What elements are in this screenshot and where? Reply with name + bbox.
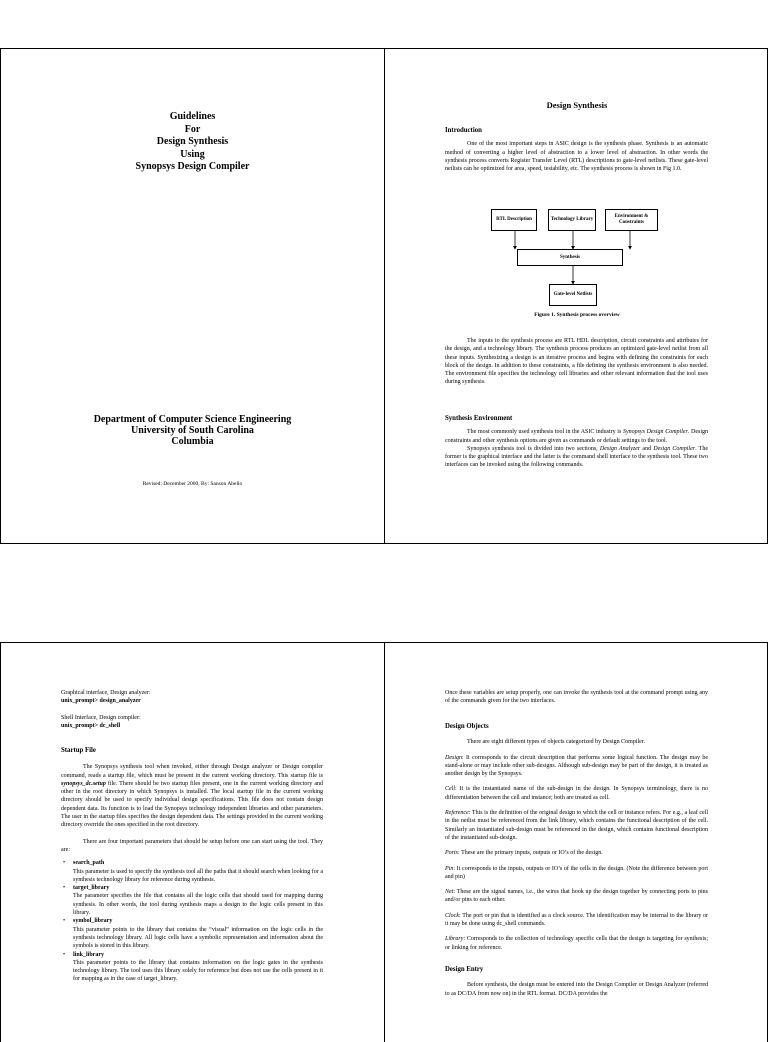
list-item: • target_library The parameter specifies the file that contains all the logic cells that should used for mapping during synthesis. In other words, the tool during synthesis maps a design to the logic cells present in this library.: [63, 885, 323, 917]
parameter-description: This parameter is used to specify the synthesis tool all the paths that it should search when looking for a synthesis technology library for reference during synthesis.: [73, 868, 323, 883]
synthesis-environment-section: [445, 415, 708, 470]
gui-label: Graphical interface, Design analyzer:: [61, 690, 151, 696]
technology-library-box: Technology Library: [548, 209, 596, 231]
synthesis-flow-diagram: [485, 209, 665, 309]
object-definition: [445, 912, 708, 929]
rtl-description-box: RTL Description: [491, 209, 537, 231]
object-definition: [445, 935, 708, 952]
startup-file-section: [61, 747, 323, 984]
parameter-name: symbol_library: [73, 918, 113, 925]
object-definition: [445, 754, 708, 779]
object-description: : It is the instantiated name of the sub-design in the design. In Synopsys terminology, there is no differentiation between the cell and instance; both are treated as cell.: [445, 786, 708, 801]
revision-note: Revised: December 2000, By: Sanson Abello: [142, 481, 243, 487]
object-term: Library: [445, 936, 464, 943]
department-block: [1, 414, 384, 447]
title-line: For: [184, 123, 201, 135]
design-objects-section: [445, 723, 708, 998]
object-term: Net: [445, 889, 454, 896]
parameter-description: This parameter points to the library that contains information on the logic gates in the synthesis technology library. The tool uses this library solely for reference but does not use the cells present in it for mapping as in the case of target_library.: [73, 959, 323, 983]
section-heading: Design Entry: [445, 965, 484, 973]
shell-label: Shell Interface, Design compiler:: [61, 714, 141, 721]
parameter-description: This parameter points to the library that contains the “visual” information on the logic cells in the synthesis technology library. All logic cells have a symbolic representation and information about the symbols is stored in this library.: [73, 926, 323, 950]
environment-paragraph-1: [445, 428, 708, 445]
text-run: and: [640, 445, 654, 452]
shell-command: unix_prompt> dc_shell: [61, 722, 121, 729]
object-definition: [445, 888, 708, 905]
text-run: file. There should be two startup files present, one in the current working directory and other in the root directory in which Synopsys is installed. The local startup file in the current working directory should be used to specify individual design specifications. This file does not contain design dependent data. Its function is to load the Synopsys technology independent libraries and other parameters. The user in the startup files specifies the design dependent data. The settings provided in the current working directory override the ones specified in the root directory.: [61, 780, 323, 829]
design-objects-page: [385, 643, 768, 1042]
object-term: Cell: [445, 786, 455, 793]
object-term: Clock: [445, 912, 459, 919]
introduction-section: [445, 127, 708, 173]
object-definition: [445, 785, 708, 802]
synthesis-box: Synthesis: [517, 249, 623, 266]
object-description: : Corresponds to the collection of technology specific cells that the design is targeting for synthesis; or linking for reference.: [445, 936, 708, 951]
parameter-description: The parameter specifies the file that contains all the logic cells that should used for mapping during synthesis. In other words, the tool during synthesis maps a design to the logic cells present in this library.: [73, 893, 323, 917]
tool-name: Design Compiler: [653, 445, 696, 452]
startup-page: [1, 643, 384, 1042]
page-title: Design Synthesis: [546, 100, 608, 110]
top-sheet: [0, 48, 768, 544]
interface-commands: [61, 689, 323, 730]
object-term: Reference: [445, 810, 469, 817]
title-line: Synopsys Design Compiler: [135, 161, 250, 172]
list-item: • search_path This parameter is used to specify the synthesis tool all the paths that it should search when looking for a synthesis technology library for reference during synthesis.: [63, 860, 323, 883]
section-heading: Design Objects: [445, 723, 489, 730]
object-description: : These are the primary inputs, outputs or IO’s of the design.: [458, 850, 603, 857]
design-entry-paragraph: Before synthesis, the design must be entered into the Design Compiler or Design Analyzer (referred to as DC/DA from now on) in the RTL format. DC/DA provides the: [445, 982, 708, 997]
gate-level-netlists-box: Gate-level Netlists: [549, 284, 597, 306]
gui-command: unix_prompt> design_analyzer: [61, 698, 141, 705]
text-run: The Synopsys synthesis tool when invoked, either through Design analyzer or Design compiler command, reads a startup file, which must be present in the current working directory. This startup file is: [61, 764, 323, 779]
setup-file-name: synopsys_dc.setup: [61, 780, 106, 787]
list-item: • symbol_library This parameter points to the library that contains the “visual” information on the logic cells in the synthesis technology library. All logic cells have a symbolic representation and information about the symbols is stored in this library.: [63, 918, 323, 950]
section-heading: Introduction: [445, 127, 482, 134]
title-line: Design Synthesis: [156, 136, 229, 147]
object-term: Ports: [445, 850, 459, 857]
list-item: • link_library This parameter points to the library that contains information on the logic gates in the synthesis technology library. The tool uses this library solely for reference but does not use the cells present in it for mapping as in the case of target_library.: [63, 951, 323, 983]
object-term: Design: [445, 754, 462, 761]
parameter-name: target_library: [73, 885, 110, 892]
object-description: : This is the definition of the original design to which the cell or instance refers. For e.g., a leaf cell in the netlist must be referenced from the link library, which contains the functional description of the cell. Similarly an instantiated sub-design must be referenced in the design, which contains functional description of the instantiated sub-design.: [445, 810, 708, 841]
parameter-name: link_library: [73, 951, 105, 958]
object-definition: [445, 865, 708, 882]
environment-constraints-box: Environment & Constraints: [605, 209, 658, 231]
objects-intro: There are eight different types of objects categorized by Design Compiler.: [467, 739, 645, 746]
object-description: : These are the signal names, i.e., the wires that hook up the design together by connecting ports to pins and/or pins to each other.: [445, 889, 708, 904]
tool-name: Design Analyzer: [599, 445, 641, 452]
object-description: : The port or pin that is identified as a clock source. The identification may be internal to the library or it may be done using dc_shell commands.: [445, 912, 708, 928]
figure-caption: Figure 1. Synthesis process overview: [534, 312, 620, 318]
introduction-paragraph: One of the most important steps in ASIC design is the synthesis phase. Synthesis is an automatic method of converting a higher level of abstraction to a lower level of abstraction. In other words the synthesis process converts Register Transfer Level (RTL) descriptions to gate-level netlists. These gate-level netlists can be optimized for area, speed, testability, etc. The synthesis process is shown in Fig 1.0.: [445, 141, 708, 173]
text-run: . Design constraints and other synthesis options are given as commands or default settings to the tool.: [445, 429, 709, 444]
invoke-paragraph: Once these variables are setup properly, one can invoke the synthesis tool at the command prompt using any of the commands given for the two interfaces.: [445, 690, 708, 705]
tool-name: Synopsys Design Compiler: [622, 429, 688, 436]
startup-paragraph: [61, 763, 323, 829]
parameter-name: search_path: [73, 860, 105, 867]
inputs-paragraph: The inputs to the synthesis process are RTL HDL description, circuit constraints and attributes for the design, and a technology library. The synthesis process produces an optimized gate-level netlist from all these inputs. Synthesizing a design is an iterative process and begins with defining the constraints for each block of the design. In addition to these constraints, a file defining the synthesis environment is also needed. The environment file specifies the technology cell libraries and other relevant information that the tool uses during synthesis.: [445, 338, 708, 386]
department-line: Department of Computer Science Engineering: [93, 414, 292, 425]
object-definition: [445, 809, 708, 842]
title-line: Guidelines: [169, 111, 216, 122]
object-term: Pin: [445, 865, 454, 872]
text-run: The most commonly used synthesis tool in the ASIC industry is: [467, 429, 623, 436]
text-run: . The former is the graphical interface and the latter is the command shell interface to the synthesis tool. These two interfaces can be invoked using the following commands.: [445, 445, 708, 469]
parameters-intro: There are four important parameters that should be setup before one can start using the tool. They are:: [61, 838, 323, 853]
section-heading: Synthesis Environment: [445, 415, 513, 422]
bottom-sheet: [0, 642, 768, 1042]
title-line: Using: [180, 148, 205, 160]
department-line: Columbia: [171, 436, 214, 447]
department-line: University of South Carolina: [131, 425, 254, 436]
section-heading: Startup File: [61, 747, 96, 754]
synthesis-page: [385, 49, 768, 543]
document-title: [1, 111, 384, 174]
object-definition: [445, 849, 708, 857]
parameter-list: [61, 859, 323, 983]
object-description: : It corresponds to the circuit description that performs some logical function. The design may be stand-alone or may include other sub-designs. Although sub-design may be part of the design, it is treated as another design by the Synopsys.: [445, 754, 708, 778]
title-page: [1, 49, 384, 543]
object-description: : It corresponds to the inputs, outputs or IO’s of the cells in the design. (Note the difference between port and pin): [445, 865, 708, 880]
environment-paragraph-2: [445, 445, 708, 470]
text-run: Synopsys synthesis tool is divided into two sections,: [467, 445, 600, 452]
